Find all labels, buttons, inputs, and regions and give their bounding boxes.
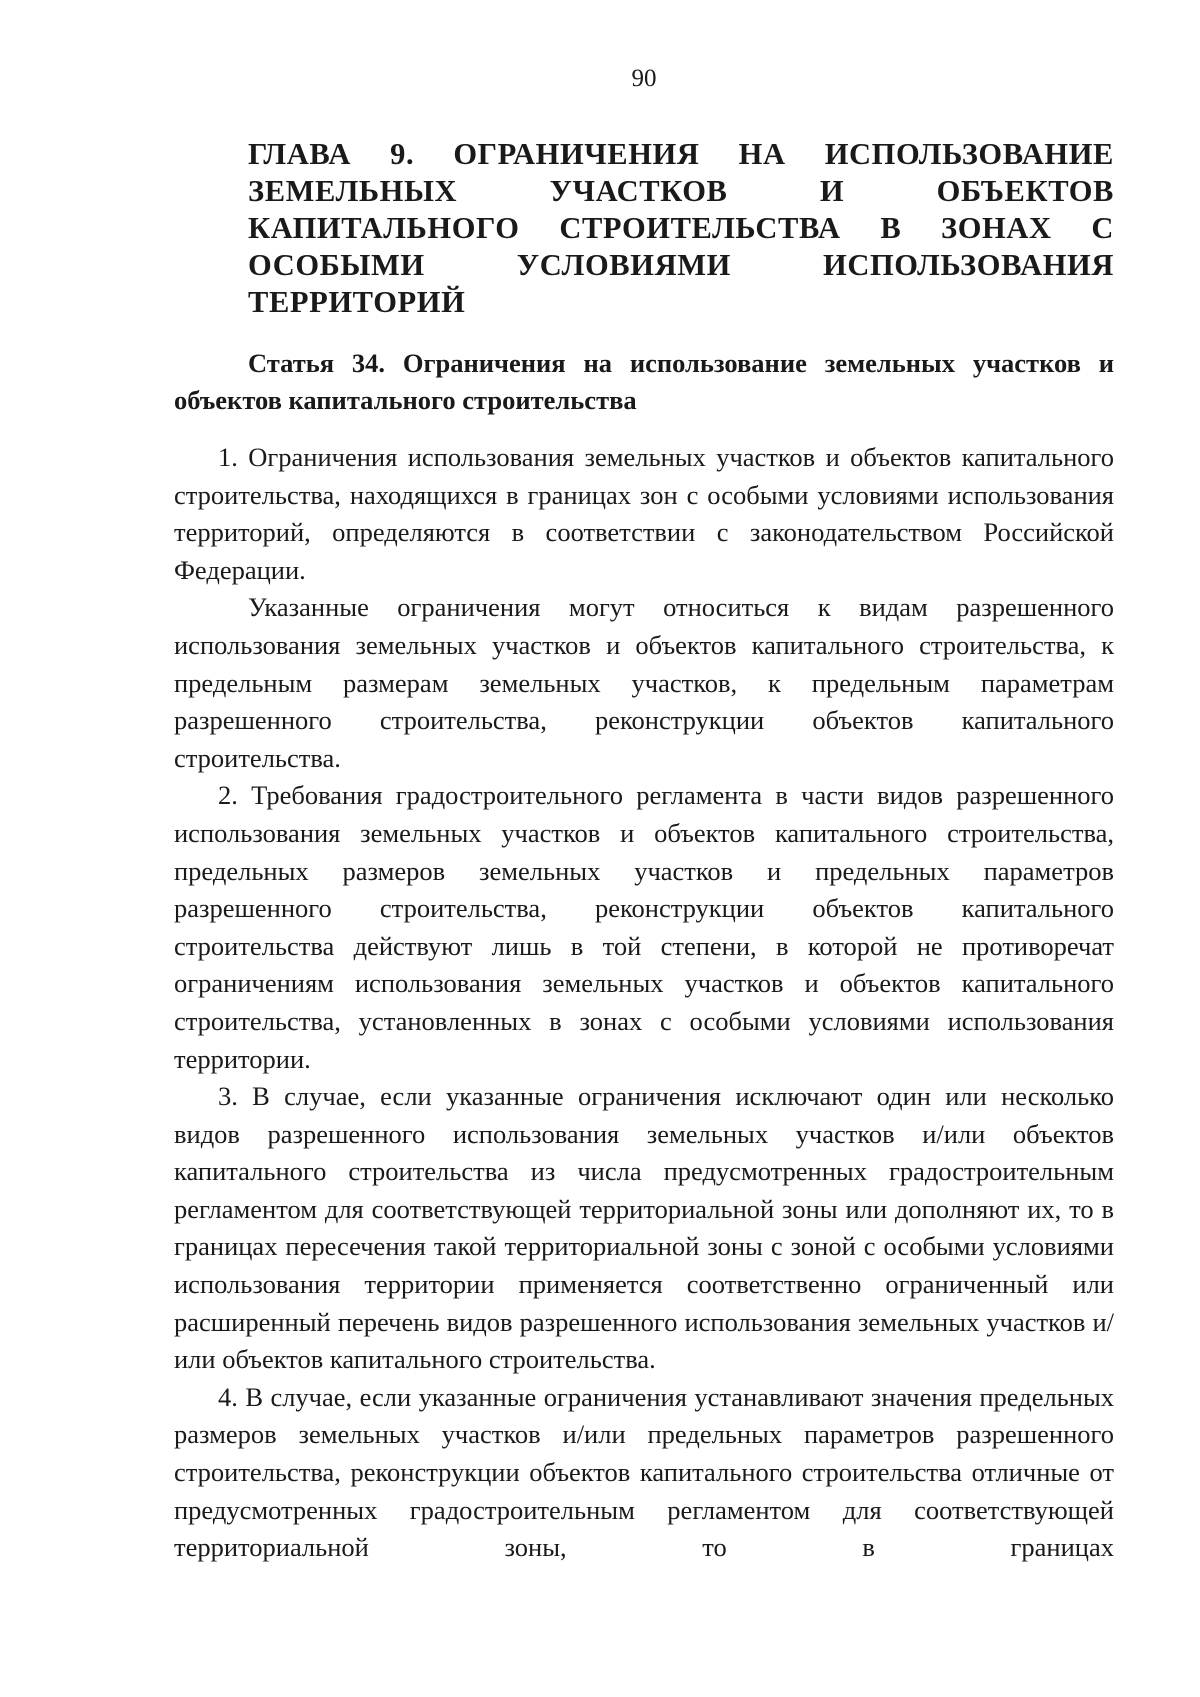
document-page — [174, 64, 1114, 1567]
article-title: Статья 34. Ограничения на использование земельных участков и объектов капитального строительства — [174, 348, 1114, 415]
paragraph-1: 1. Ограничения использования земельных участков и объектов капитального строительства, находящихся в границах зон с особыми условиями использования территорий, определяются в соответствии с законодательством Российской Федерации. — [174, 442, 1114, 585]
page-number: 90 — [631, 65, 657, 92]
paragraph-1-continuation: Указанные ограничения могут относиться к видам разрешенного использования земельных участков и объектов капитального строительства, к предельным размерам земельных участков, к предельным параметрам разрешенного строительства, реконструкции объектов капитального строительства. — [174, 592, 1114, 773]
article-body — [174, 439, 1114, 1567]
paragraph-3: 3. В случае, если указанные ограничения исключают один или несколько видов разрешенного использования земельных участков и/или объектов капитального строительства из числа предусмотренных градостроительным регламентом для соответствующей территориальной зоны или дополняют их, то в границах пересечения такой территориальной зоны с зоной с особыми условиями использования территории применяется соответственно ограниченный или расширенный перечень видов разрешенного использования земельных участков и/или объектов капитального строительства. — [174, 1081, 1114, 1375]
paragraph-2: 2. Требования градостроительного регламента в части видов разрешенного использования земельных участков и объектов капитального строительства, предельных размеров земельных участков и предельных параметров разрешенного строительства, реконструкции объектов капитального строительства действуют лишь в той степени, в которой не противоречат ограничениям использования земельных участков и объектов капитального строительства, установленных в зонах с особыми условиями использования территории. — [174, 780, 1114, 1074]
paragraph-4: 4. В случае, если указанные ограничения устанавливают значения предельных размеров земельных участков и/или предельных параметров разрешенного строительства, реконструкции объектов капитального строительства отличные от предусмотренных градостроительным регламентом для соответствующей территориальной зоны, то в границах — [174, 1381, 1114, 1563]
chapter-title: ГЛАВА 9. ОГРАНИЧЕНИЯ НА ИСПОЛЬЗОВАНИЕ ЗЕМЕЛЬНЫХ УЧАСТКОВ И ОБЪЕКТОВ КАПИТАЛЬНОГО СТРОИТЕЛЬСТВА В ЗОНАХ С ОСОБЫМИ УСЛОВИЯМИ ИСПОЛЬЗОВАНИЯ ТЕРРИТОРИЙ — [248, 137, 1114, 319]
